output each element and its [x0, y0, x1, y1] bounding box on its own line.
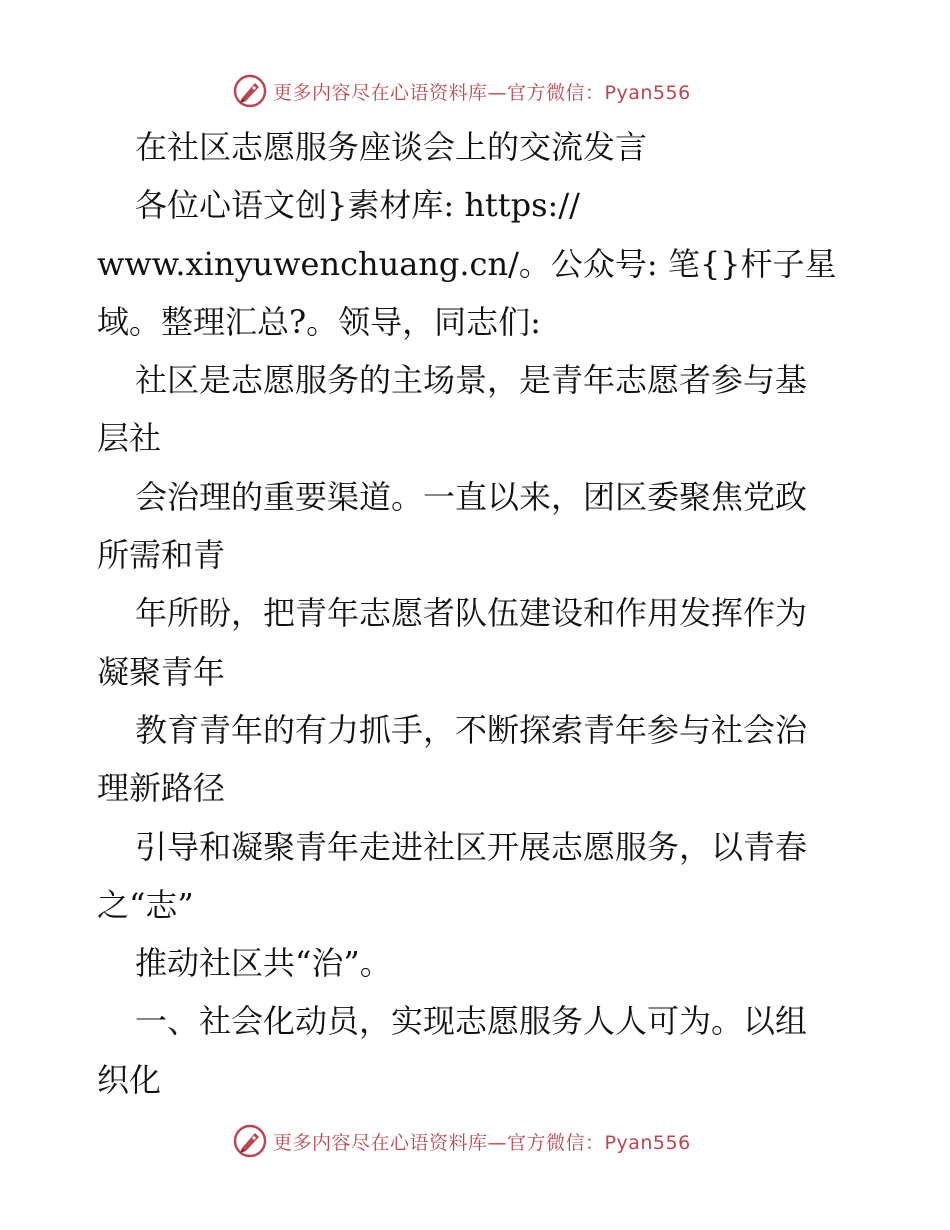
- doc-line: 织化: [97, 1060, 162, 1099]
- footer-banner: [233, 1121, 691, 1161]
- doc-title: 在社区志愿服务座谈会上的交流发言: [135, 128, 648, 166]
- doc-line: 各位心语文创}素材库: https://: [135, 186, 580, 225]
- pen-nib-logo-icon: [233, 74, 267, 108]
- doc-line: 所需和青: [97, 536, 226, 575]
- doc-line: www.xinyuwenchuang.cn/。公众号: 笔{}杆子星: [97, 244, 837, 283]
- doc-line: 之“志”: [97, 885, 194, 924]
- doc-line: 引导和凝聚青年走进社区开展志愿服务，以青春: [135, 827, 808, 866]
- doc-line: 教育青年的有力抓手，不断探索青年参与社会治: [135, 710, 808, 749]
- doc-line: 域。整理汇总?。领导，同志们:: [97, 302, 541, 341]
- doc-line: 年所盼，把青年志愿者队伍建设和作用发挥作为: [135, 594, 808, 633]
- doc-line: 理新路径: [97, 769, 226, 808]
- doc-line: 社区是志愿服务的主场景，是青年志愿者参与基: [135, 361, 808, 400]
- document-body: [97, 118, 857, 1109]
- doc-line: 层社: [97, 419, 162, 458]
- pen-nib-logo-icon: [233, 1124, 267, 1158]
- doc-line: 凝聚青年: [97, 652, 226, 691]
- doc-line: 一、社会化动员，实现志愿服务人人可为。以组: [135, 1002, 808, 1041]
- header-banner-text: 更多内容尽在心语资料库—官方微信：Pyan556: [273, 81, 691, 104]
- header-banner: [233, 71, 691, 111]
- doc-line: 推动社区共“治”。: [135, 944, 392, 983]
- footer-banner-text: 更多内容尽在心语资料库—官方微信：Pyan556: [273, 1131, 691, 1154]
- doc-line: 会治理的重要渠道。一直以来，团区委聚焦党政: [135, 477, 808, 516]
